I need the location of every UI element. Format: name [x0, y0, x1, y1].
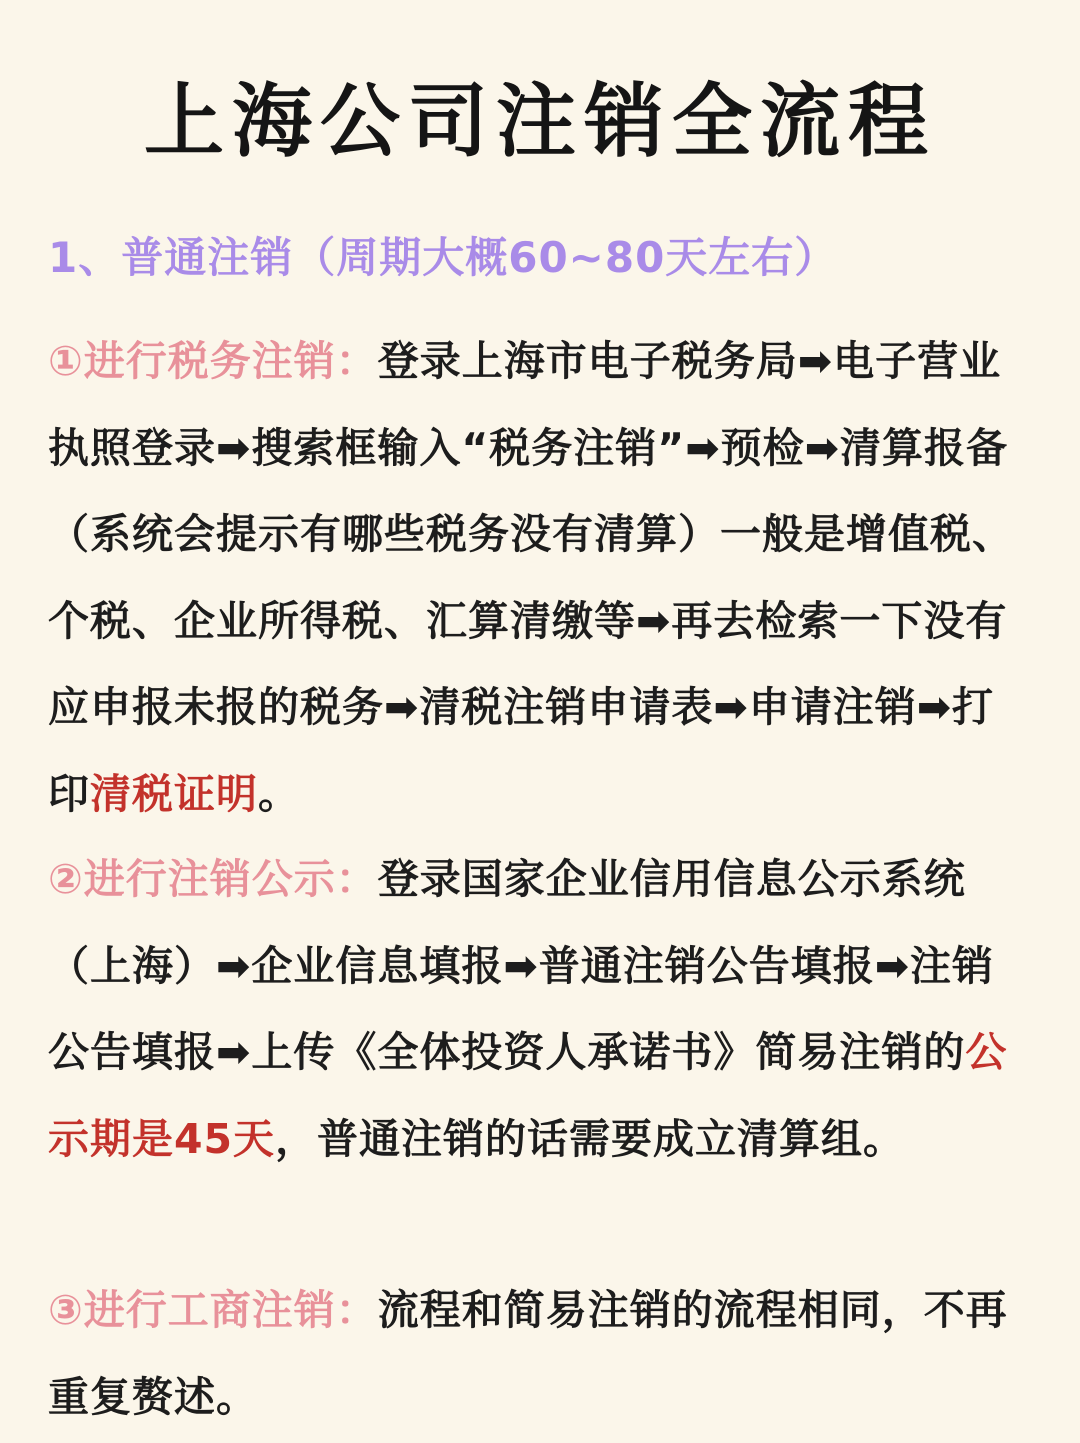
step-label: ②进行注销公示：: [48, 855, 378, 903]
step-text-after: 。: [258, 769, 300, 818]
step-label: ①进行税务注销：: [48, 337, 378, 385]
page-title: 上海公司注销全流程: [144, 75, 936, 168]
step-text-after: ，普通注销的话需要成立清算组。: [275, 1114, 906, 1163]
step-business-deregistration: [48, 1267, 1032, 1440]
step-label: ③进行工商注销：: [48, 1286, 378, 1334]
step-tax-deregistration: [48, 318, 1032, 837]
step-text: 流程和简易注销的流程相同，不再重复赘述。: [48, 1286, 1008, 1421]
step-text: 登录上海市电子税务局➡电子营业执照登录➡搜索框输入“税务注销”➡预检➡清算报备（系统会提示有哪些税务没有清算）一般是增值税、个税、企业所得税、汇算清缴等➡再去检索一下没有应申报未报的税务➡清税注销申请表➡申请注销➡打印: [48, 337, 1014, 818]
step-deregistration-notice: [48, 836, 1032, 1182]
step-highlight: 清税证明: [90, 769, 258, 818]
section-heading: 1、普通注销（周期大概60~80天左右）: [48, 233, 838, 282]
step-text: 登录国家企业信用信息公示系统（上海）➡企业信息填报➡普通注销公告填报➡注销公告填报➡上传《全体投资人承诺书》简易注销的: [48, 855, 995, 1076]
step-highlight: 公示期是45天: [48, 1028, 1008, 1163]
